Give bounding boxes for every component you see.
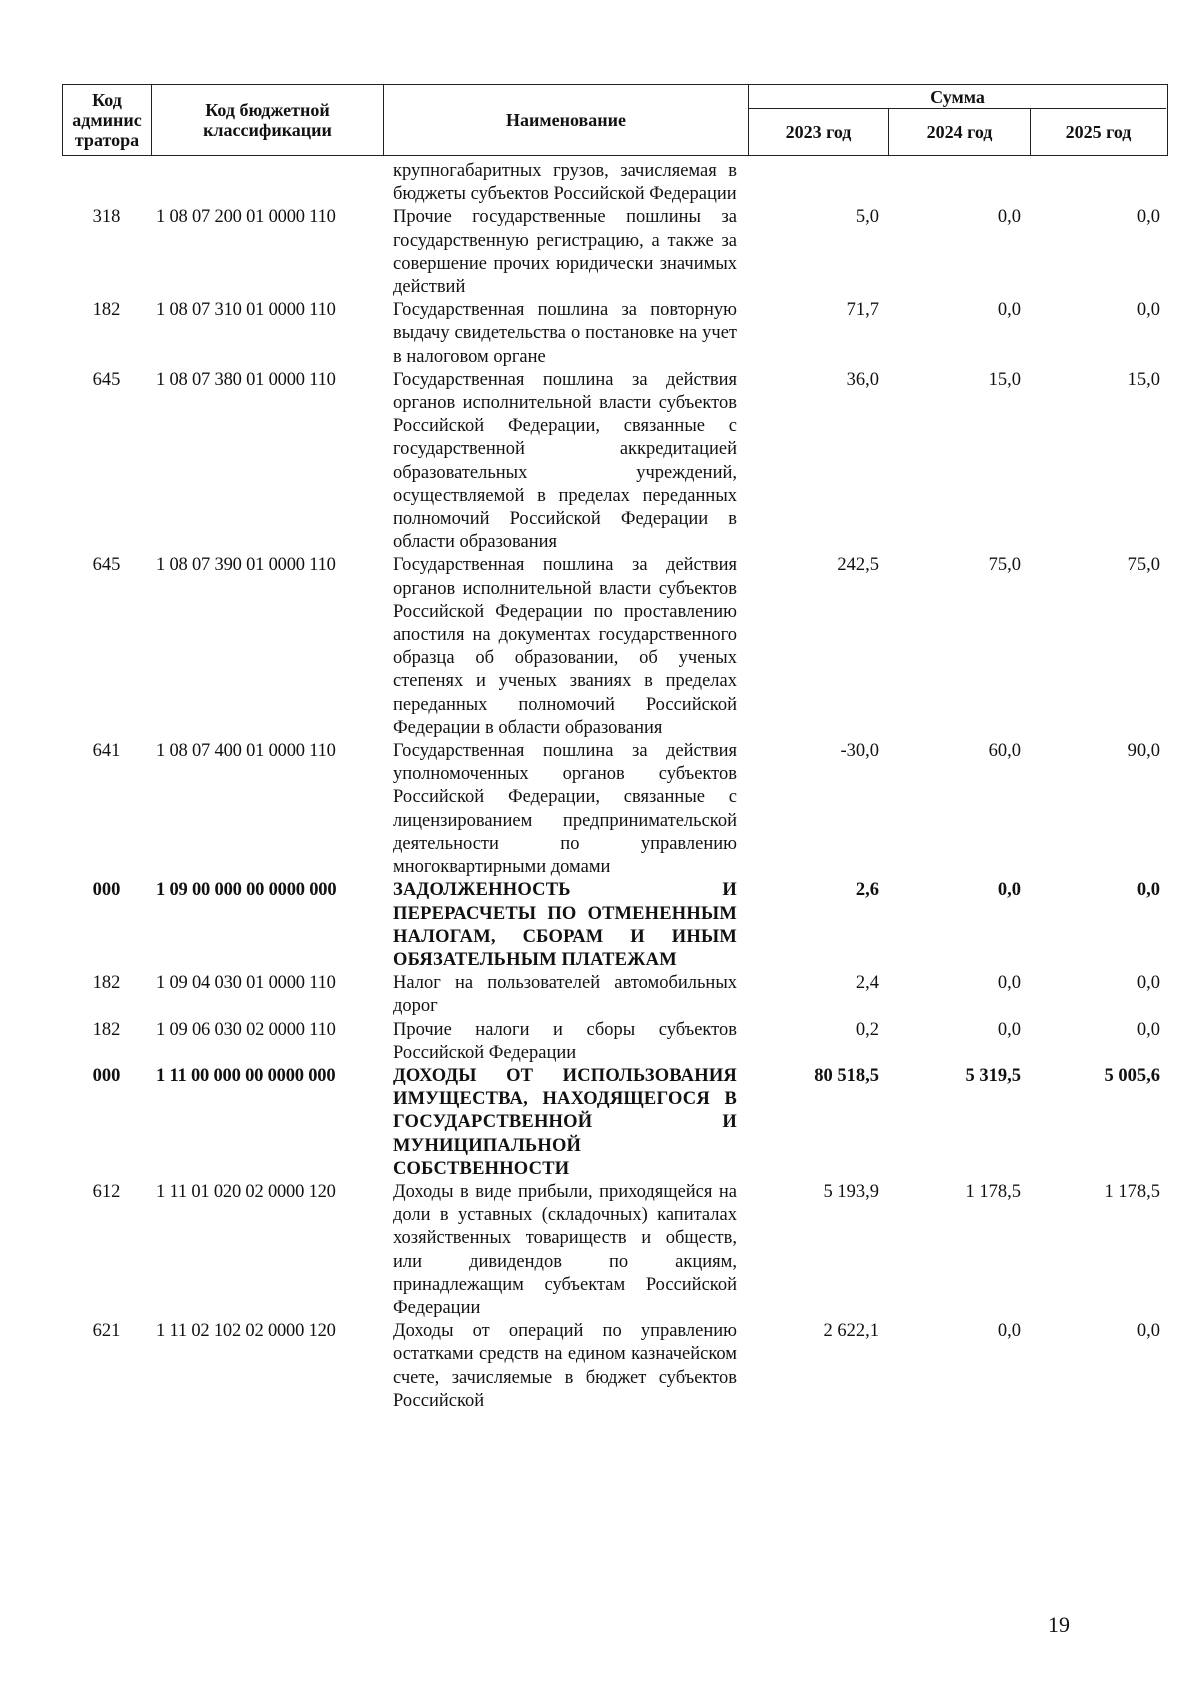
value-2023: -30,0 xyxy=(840,741,879,762)
value-2024: 75,0 xyxy=(988,555,1021,576)
value-2025: 0,0 xyxy=(1136,973,1160,994)
admin-code: 621 xyxy=(92,1321,121,1342)
row-name: Государственная пошлина за действия органов исполнительной власти субъектов Российской Федерации, связанные с государственной аккредитацией образовательных учреждений, осуществляемой в пределах переданных полномочий Российской Федерации в области образования xyxy=(393,369,737,553)
row-name: крупногабаритных грузов, зачисляемая в бюджеты субъектов Российской Федерации xyxy=(393,161,737,205)
value-2023: 2,4 xyxy=(855,973,879,994)
value-2023: 0,2 xyxy=(855,1019,879,1040)
value-2024: 1 178,5 xyxy=(965,1181,1021,1202)
kbk-code: 1 11 00 000 00 0000 000 xyxy=(156,1065,336,1086)
header-sum: Сумма xyxy=(749,85,1166,109)
value-2025: 0,0 xyxy=(1136,300,1160,321)
header-year-2024: 2024 год xyxy=(889,109,1031,155)
table-row xyxy=(62,299,1168,369)
value-2025: 90,0 xyxy=(1127,741,1160,762)
admin-code: 182 xyxy=(92,973,121,994)
value-2024: 0,0 xyxy=(997,207,1021,228)
table-row-group xyxy=(62,1065,1168,1181)
table-row xyxy=(62,740,1168,879)
row-name: Доходы от операций по управлению остатками средств на едином казначейском счете, зачисляемые в бюджет субъектов Российской xyxy=(393,1321,737,1411)
value-2023: 71,7 xyxy=(846,300,879,321)
table-header xyxy=(62,84,1168,156)
value-2024: 15,0 xyxy=(988,369,1021,390)
page-number: 19 xyxy=(1048,1612,1070,1637)
admin-code: 645 xyxy=(92,369,121,390)
header-year-2023: 2023 год xyxy=(749,109,889,155)
admin-code: 645 xyxy=(92,555,121,576)
kbk-code: 1 08 07 310 01 0000 110 xyxy=(156,300,336,321)
table-row xyxy=(62,1181,1168,1320)
row-name: Прочие налоги и сборы субъектов Российской Федерации xyxy=(393,1019,737,1063)
value-2024: 0,0 xyxy=(997,1019,1021,1040)
admin-code: 182 xyxy=(92,1019,121,1040)
table-row xyxy=(62,1019,1168,1065)
admin-code: 182 xyxy=(92,300,121,321)
value-2024: 60,0 xyxy=(988,741,1021,762)
kbk-code: 1 08 07 200 01 0000 110 xyxy=(156,207,336,228)
table-row-group xyxy=(62,879,1168,972)
header-kbk: Код бюджетной классификации xyxy=(152,85,384,155)
kbk-code: 1 09 06 030 02 0000 110 xyxy=(156,1019,336,1040)
table-row xyxy=(62,206,1168,299)
table-row xyxy=(62,369,1168,555)
value-2023: 5 193,9 xyxy=(823,1181,879,1202)
admin-code: 318 xyxy=(92,207,121,228)
value-2025: 0,0 xyxy=(1136,207,1160,228)
table-row xyxy=(62,554,1168,740)
table-row xyxy=(62,1320,1168,1413)
table-row xyxy=(62,972,1168,1018)
row-name: ДОХОДЫ ОТ ИСПОЛЬЗОВАНИЯ ИМУЩЕСТВА, НАХОДЯЩЕГОСЯ В ГОСУДАРСТВЕННОЙ И МУНИЦИПАЛЬНОЙ СОБСТВЕННОСТИ xyxy=(393,1065,737,1179)
value-2024: 0,0 xyxy=(997,1321,1021,1342)
row-name: Налог на пользователей автомобильных дорог xyxy=(393,973,737,1017)
value-2023: 36,0 xyxy=(846,369,879,390)
value-2025: 1 178,5 xyxy=(1104,1181,1160,1202)
admin-code: 612 xyxy=(92,1181,121,1202)
value-2024: 0,0 xyxy=(997,973,1021,994)
value-2024: 0,0 xyxy=(997,300,1021,321)
kbk-code: 1 09 00 000 00 0000 000 xyxy=(156,880,337,901)
value-2023: 5,0 xyxy=(855,207,879,228)
kbk-code: 1 11 01 020 02 0000 120 xyxy=(156,1181,336,1202)
kbk-code: 1 08 07 400 01 0000 110 xyxy=(156,741,336,762)
kbk-code: 1 08 07 390 01 0000 110 xyxy=(156,555,336,576)
row-name: Государственная пошлина за действия органов исполнительной власти субъектов Российской Федерации по проставлению апостиля на документах государственного образца об образовании, об ученых степенях и ученых званиях в пределах переданных полномочий Российской Федерации в области образования xyxy=(393,555,737,738)
table-row xyxy=(62,160,1168,206)
table-body xyxy=(62,160,1168,1413)
value-2025: 75,0 xyxy=(1127,555,1160,576)
row-name: ЗАДОЛЖЕННОСТЬ И ПЕРЕРАСЧЕТЫ ПО ОТМЕНЕННЫМ НАЛОГАМ, СБОРАМ И ИНЫМ ОБЯЗАТЕЛЬНЫМ ПЛАТЕЖАМ xyxy=(393,880,737,970)
value-2025: 15,0 xyxy=(1127,369,1160,390)
value-2025: 5 005,6 xyxy=(1104,1065,1160,1086)
row-name: Доходы в виде прибыли, приходящейся на доли в уставных (складочных) капиталах хозяйственных товариществ и обществ, или дивидендов по акциям, принадлежащим субъектам Российской Федерации xyxy=(393,1181,737,1318)
value-2023: 2,6 xyxy=(855,880,879,901)
value-2024: 5 319,5 xyxy=(965,1065,1021,1086)
row-name: Государственная пошлина за действия уполномоченных органов субъектов Российской Федерации, связанные с лицензированием предпринимательской деятельности по управлению многоквартирными домами xyxy=(393,741,737,878)
row-name: Государственная пошлина за повторную выдачу свидетельства о постановке на учет в налоговом органе xyxy=(393,300,737,367)
header-year-2025: 2025 год xyxy=(1065,122,1132,142)
kbk-code: 1 08 07 380 01 0000 110 xyxy=(156,369,336,390)
kbk-code: 1 11 02 102 02 0000 120 xyxy=(156,1321,336,1342)
value-2023: 80 518,5 xyxy=(814,1065,879,1086)
header-name: Наименование xyxy=(384,85,749,155)
value-2024: 0,0 xyxy=(997,880,1021,901)
header-admin-code: Код админис тратора xyxy=(63,85,152,155)
value-2023: 242,5 xyxy=(837,555,879,576)
value-2023: 2 622,1 xyxy=(823,1321,879,1342)
admin-code: 000 xyxy=(92,880,121,901)
value-2025: 0,0 xyxy=(1136,1019,1160,1040)
kbk-code: 1 09 04 030 01 0000 110 xyxy=(156,973,336,994)
admin-code: 641 xyxy=(92,741,121,762)
row-name: Прочие государственные пошлины за государственную регистрацию, а также за совершение прочих юридически значимых действий xyxy=(393,207,737,298)
admin-code: 000 xyxy=(92,1065,121,1086)
value-2025: 0,0 xyxy=(1136,1321,1160,1342)
value-2025: 0,0 xyxy=(1136,880,1160,901)
